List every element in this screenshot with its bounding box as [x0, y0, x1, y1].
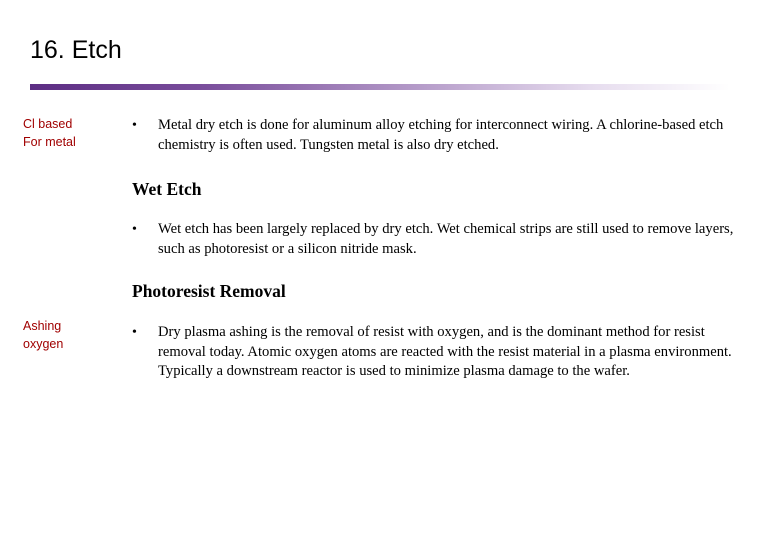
heading-wet-etch: Wet Etch [132, 179, 202, 199]
heading-photoresist-removal: Photoresist Removal [132, 281, 286, 301]
margin-note-cl-based [23, 115, 76, 151]
margin-note-line: Ashing [23, 319, 62, 333]
margin-note-line: For metal [23, 135, 76, 149]
bullet-text: Metal dry etch is done for aluminum alloy etching for interconnect wiring. A chlorine-based etch chemistry is often used. Tungsten metal is also dry etched. [158, 117, 724, 153]
bullet-plasma-ashing [132, 323, 742, 382]
margin-note-ashing [23, 317, 63, 353]
bullet-wet-etch [132, 220, 742, 259]
slide-title: 16. Etch [30, 36, 122, 64]
bullet-icon: • [132, 325, 137, 340]
bullet-metal-dry-etch [132, 116, 742, 155]
bullet-text: Wet etch has been largely replaced by dry etch. Wet chemical strips are still used to remove layers, such as photoresist or a silicon nitride mask. [158, 221, 734, 257]
title-divider [30, 84, 730, 90]
bullet-text: Dry plasma ashing is the removal of resist with oxygen, and is the dominant method for resist removal today. Atomic oxygen atoms are reacted with the resist material in a plasma environment. Typically a downstream reactor is used to minimize plasma damage to the wafer. [158, 324, 732, 379]
margin-note-line: oxygen [23, 337, 64, 351]
margin-note-line: Cl based [23, 117, 73, 131]
document-body [132, 116, 742, 382]
bullet-icon: • [132, 222, 137, 237]
bullet-icon: • [132, 118, 137, 133]
